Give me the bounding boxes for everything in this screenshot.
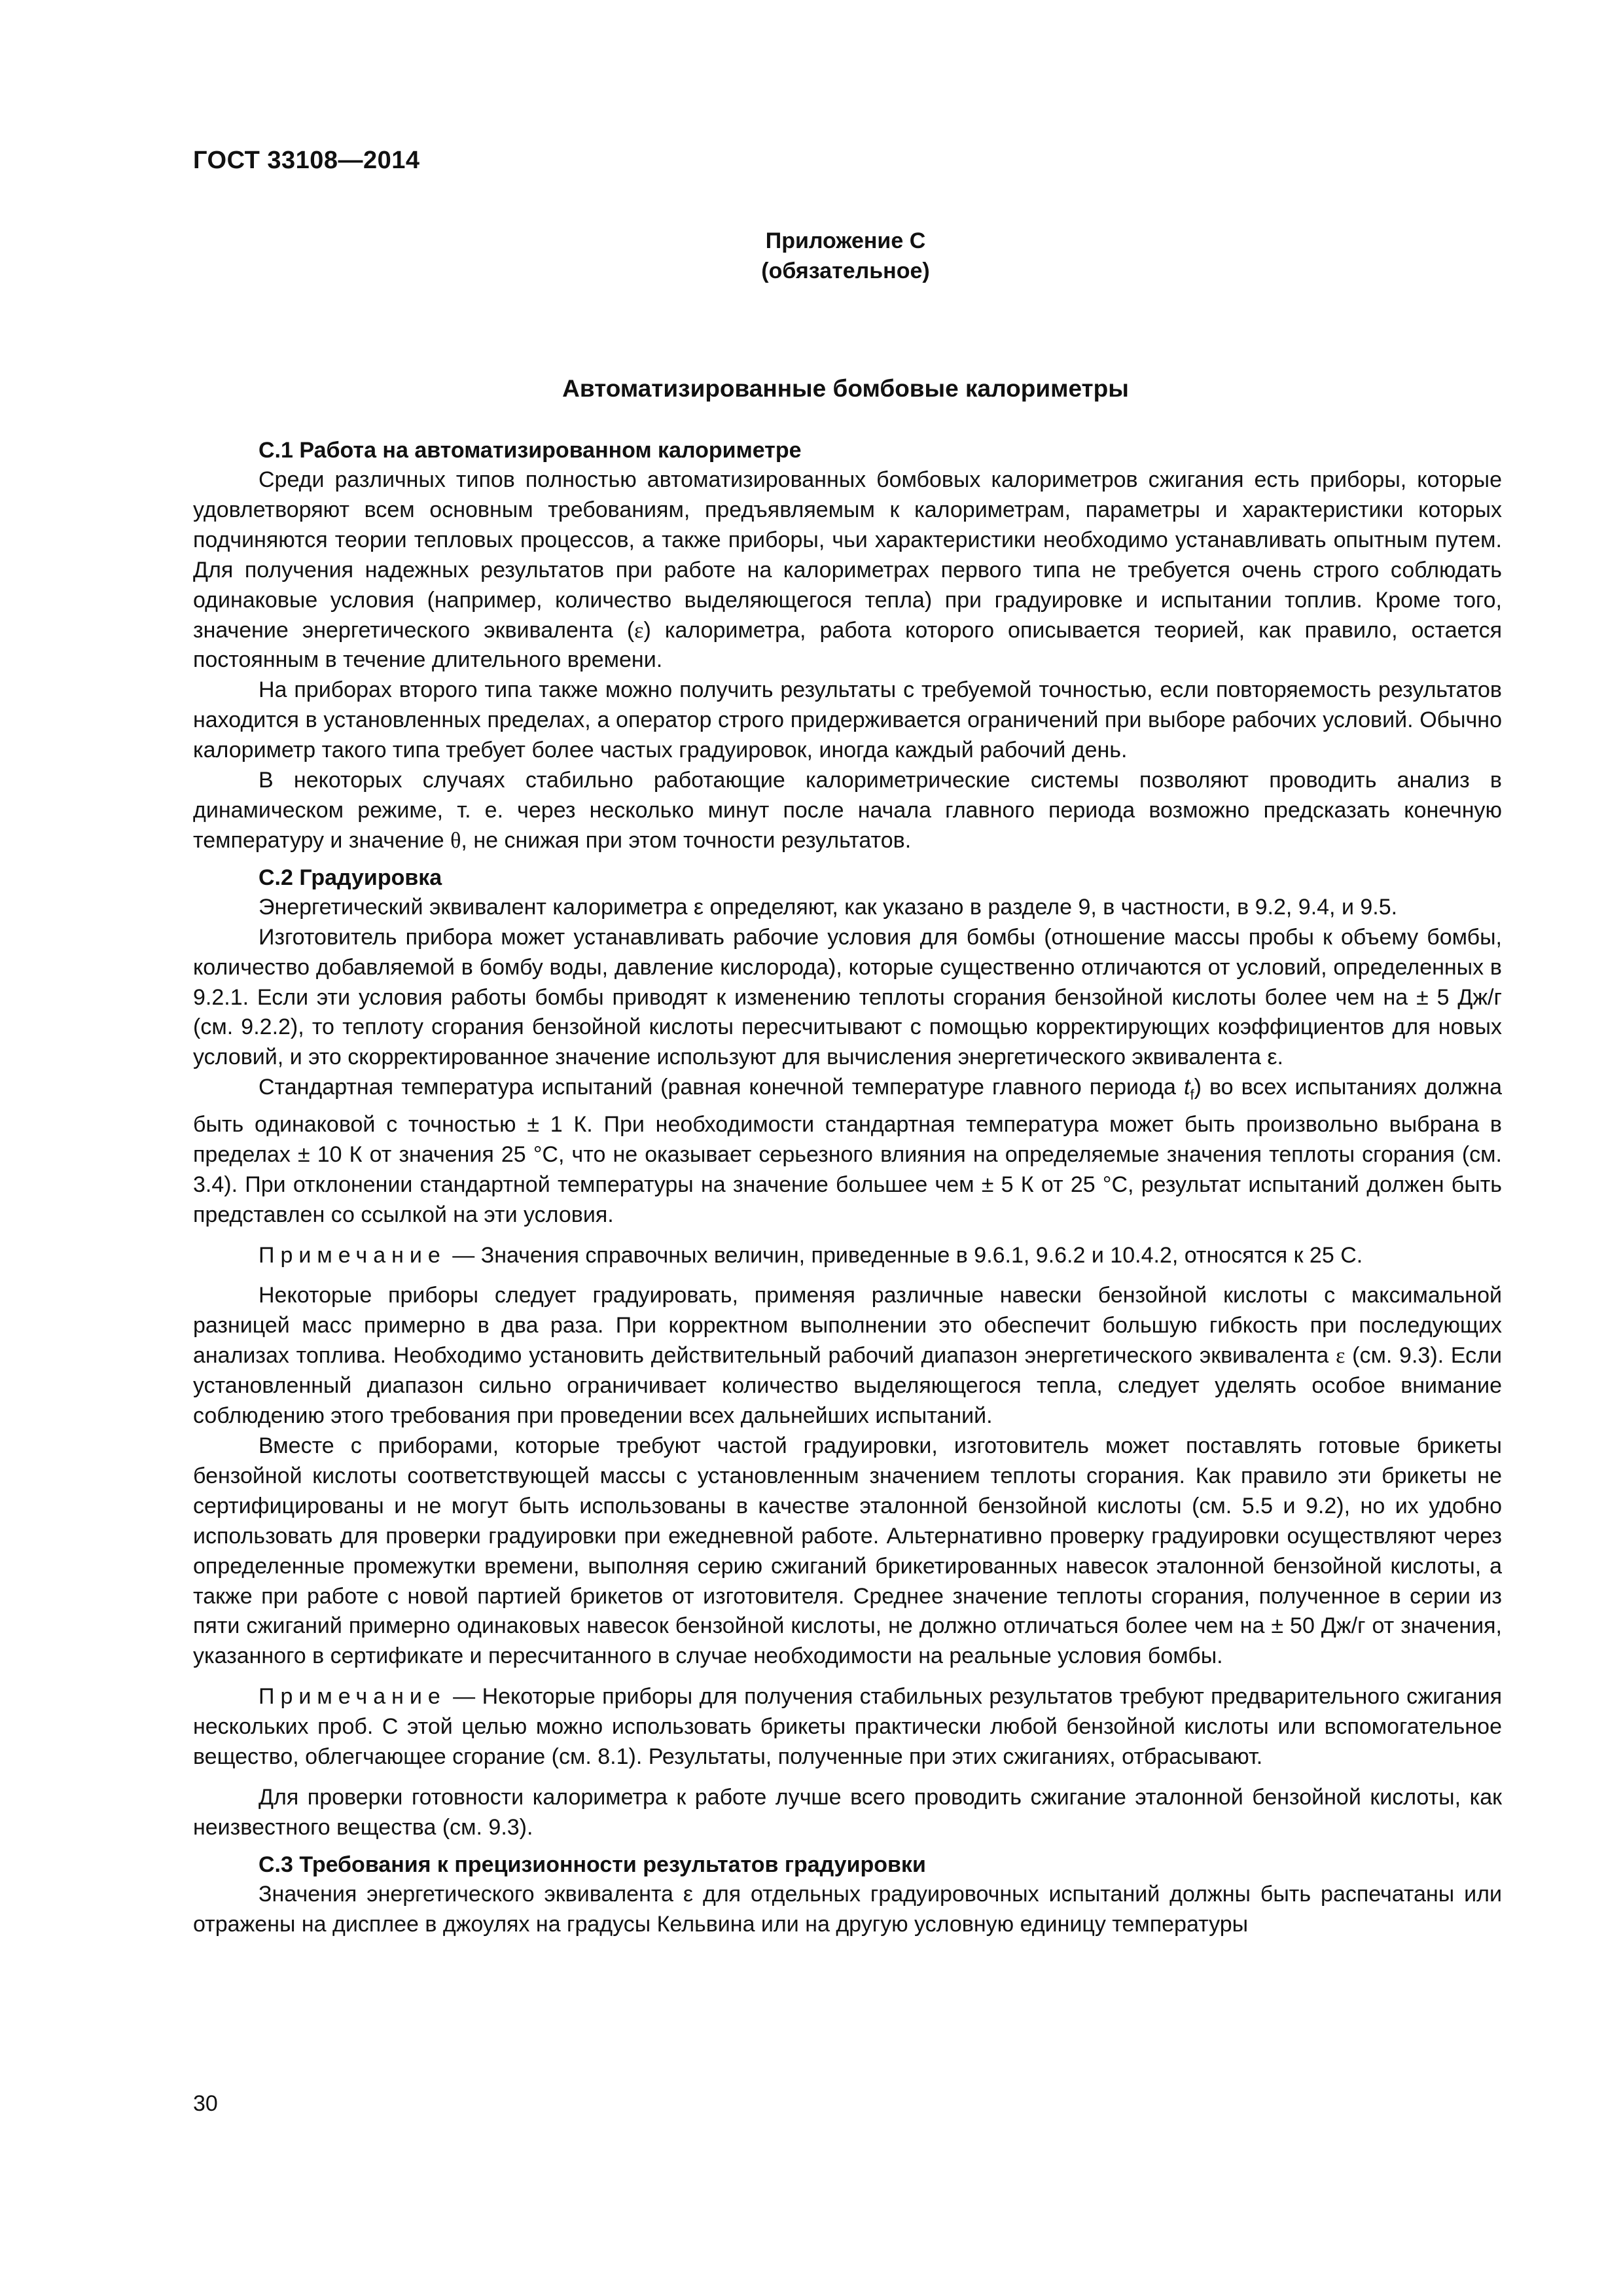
- paragraph: Среди различных типов полностью автоматизированных бомбовых калориметров сжигания есть приборы, которые удовлетворяют всем основным требованиям, предъявляемым к калориметрам, параметры и характеристики которых подчиняются теории тепловых процессов, а также приборы, чьи характеристики необходимо устанавливать опытным путем. Для получения надежных результатов при работе на калориметрах первого типа не требуется очень строго соблюдать одинаковые условия (например, количество выделяющегося тепла) при градуировке и испытании топлив. Кроме того, значение энергетического эквивалента (ε) калориметра, работа которого описывается теорией, как правило, остается постоянным в течение длительного времени.: [193, 467, 1502, 673]
- section-heading-c3: С.3 Требования к прецизионности результатов градуировки: [259, 1852, 926, 1877]
- document-body: [193, 429, 1502, 1940]
- annex-title: Автоматизированные бомбовые калориметры: [562, 375, 1129, 402]
- paragraph: На приборах второго типа также можно получить результаты с требуемой точностью, если повторяемость результатов находится в установленных пределах, а оператор строго придерживается ограничений при выборе рабочих условий. Обычно калориметр такого типа требует более частых градуировок, иногда каждый рабочий день.: [193, 677, 1502, 763]
- paragraph: Значения энергетического эквивалента ε для отдельных градуировочных испытаний должны быть распечатаны или отражены на дисплее в джоулях на градусы Кельвина или на другую условную единицу температуры: [193, 1881, 1502, 1937]
- paragraph: Вместе с приборами, которые требуют частой градуировки, изготовитель может поставлять готовые брикеты бензойной кислоты соответствующей массы с установленным значением теплоты сгорания. Как правило эти брикеты не сертифицированы и не могут быть использованы в качестве эталонной бензойной кислоты (см. 5.5 и 9.2), но их удобно использовать для проверки градуировки при ежедневной работе. Альтернативно проверку градуировки осуществляют через определенные промежутки времени, выполняя серию сжиганий брикетированных навесок эталонной бензойной кислоты, а также при работе с новой партией брикетов от изготовителя. Среднее значение теплоты сгорания, полученное в серии из пяти сжиганий примерно одинаковых навесок бензойной кислоты, не должно отличаться более чем на ± 50 Дж/г от значения, указанного в сертификате и пересчитанного в случае необходимости на реальные условия бомбы.: [193, 1433, 1502, 1669]
- section-heading-c2: С.2 Градуировка: [259, 865, 442, 890]
- page-number: 30: [193, 2091, 218, 2116]
- annex-block: [0, 226, 1623, 286]
- note-label: Примечание: [259, 1684, 446, 1710]
- paragraph: Энергетический эквивалент калориметра ε определяют, как указано в разделе 9, в частности, в 9.2, 9.4, и 9.5.: [259, 894, 1398, 920]
- paragraph: Для проверки готовности калориметра к работе лучше всего проводить сжигание эталонной бензойной кислоты, как неизвестного вещества (см. 9.3).: [193, 1784, 1502, 1840]
- document-header: ГОСТ 33108—2014: [193, 147, 420, 174]
- section-heading-c1: С.1 Работа на автоматизированном калориметре: [259, 438, 802, 463]
- paragraph: В некоторых случаях стабильно работающие калориметрические системы позволяют проводить анализ в динамическом режиме, т. е. через несколько минут после начала главного периода возможно предсказать конечную температуру и значение θ, не снижая при этом точности результатов.: [193, 768, 1502, 853]
- annex-label: Приложение С: [765, 228, 926, 253]
- note: Примечание — Некоторые приборы для получения стабильных результатов требуют предварительного сжигания нескольких проб. С этой целью можно использовать брикеты практически любой бензойной кислоты или вспомогательное вещество, облегчающее сгорание (см. 8.1). Результаты, полученные при этих сжиганиях, отбрасывают.: [193, 1684, 1502, 1770]
- paragraph: Некоторые приборы следует градуировать, применяя различные навески бензойной кислоты с максимальной разницей масс примерно в два раза. При корректном выполнении это обеспечит большую гибкость при последующих анализах топлива. Необходимо установить действительный рабочий диапазон энергетического эквивалента ε (см. 9.3). Если установленный диапазон сильно ограничивает количество выделяющегося тепла, следует уделять особое внимание соблюдению этого требования при проведении всех дальнейших испытаний.: [193, 1283, 1502, 1429]
- note: Примечание — Значения справочных величин, приведенные в 9.6.1, 9.6.2 и 10.4.2, относятся к 25 С.: [259, 1242, 1363, 1268]
- paragraph: Стандартная температура испытаний (равная конечной температуре главного периода $t_f$) во всех испытаниях должна быть одинаковой с точностью ± 1 К. При необходимости стандартная температура может быть произвольно выбрана в пределах ± 10 К от значения 25 °С, что не оказывает серьезного влияния на определяемые значения теплоты сгорания (см. 3.4). При отклонении стандартной температуры на значение большее чем ± 5 К от 25 °С, результат испытаний должен быть представлен со ссылкой на эти условия.: [193, 1075, 1502, 1227]
- annex-status: (обязательное): [761, 259, 930, 283]
- paragraph: Изготовитель прибора может устанавливать рабочие условия для бомбы (отношение массы пробы к объему бомбы, количество добавляемой в бомбу воды, давление кислорода), которые существенно отличаются от условий, определенных в 9.2.1. Если эти условия работы бомбы приводят к изменению теплоты сгорания бензойной кислоты более чем на ± 5 Дж/г (см. 9.2.2), то теплоту сгорания бензойной кислоты пересчитывают с помощью корректирующих коэффициентов для новых условий, и это скорректированное значение используют для вычисления энергетического эквивалента ε.: [193, 924, 1502, 1070]
- note-label: Примечание: [259, 1242, 446, 1268]
